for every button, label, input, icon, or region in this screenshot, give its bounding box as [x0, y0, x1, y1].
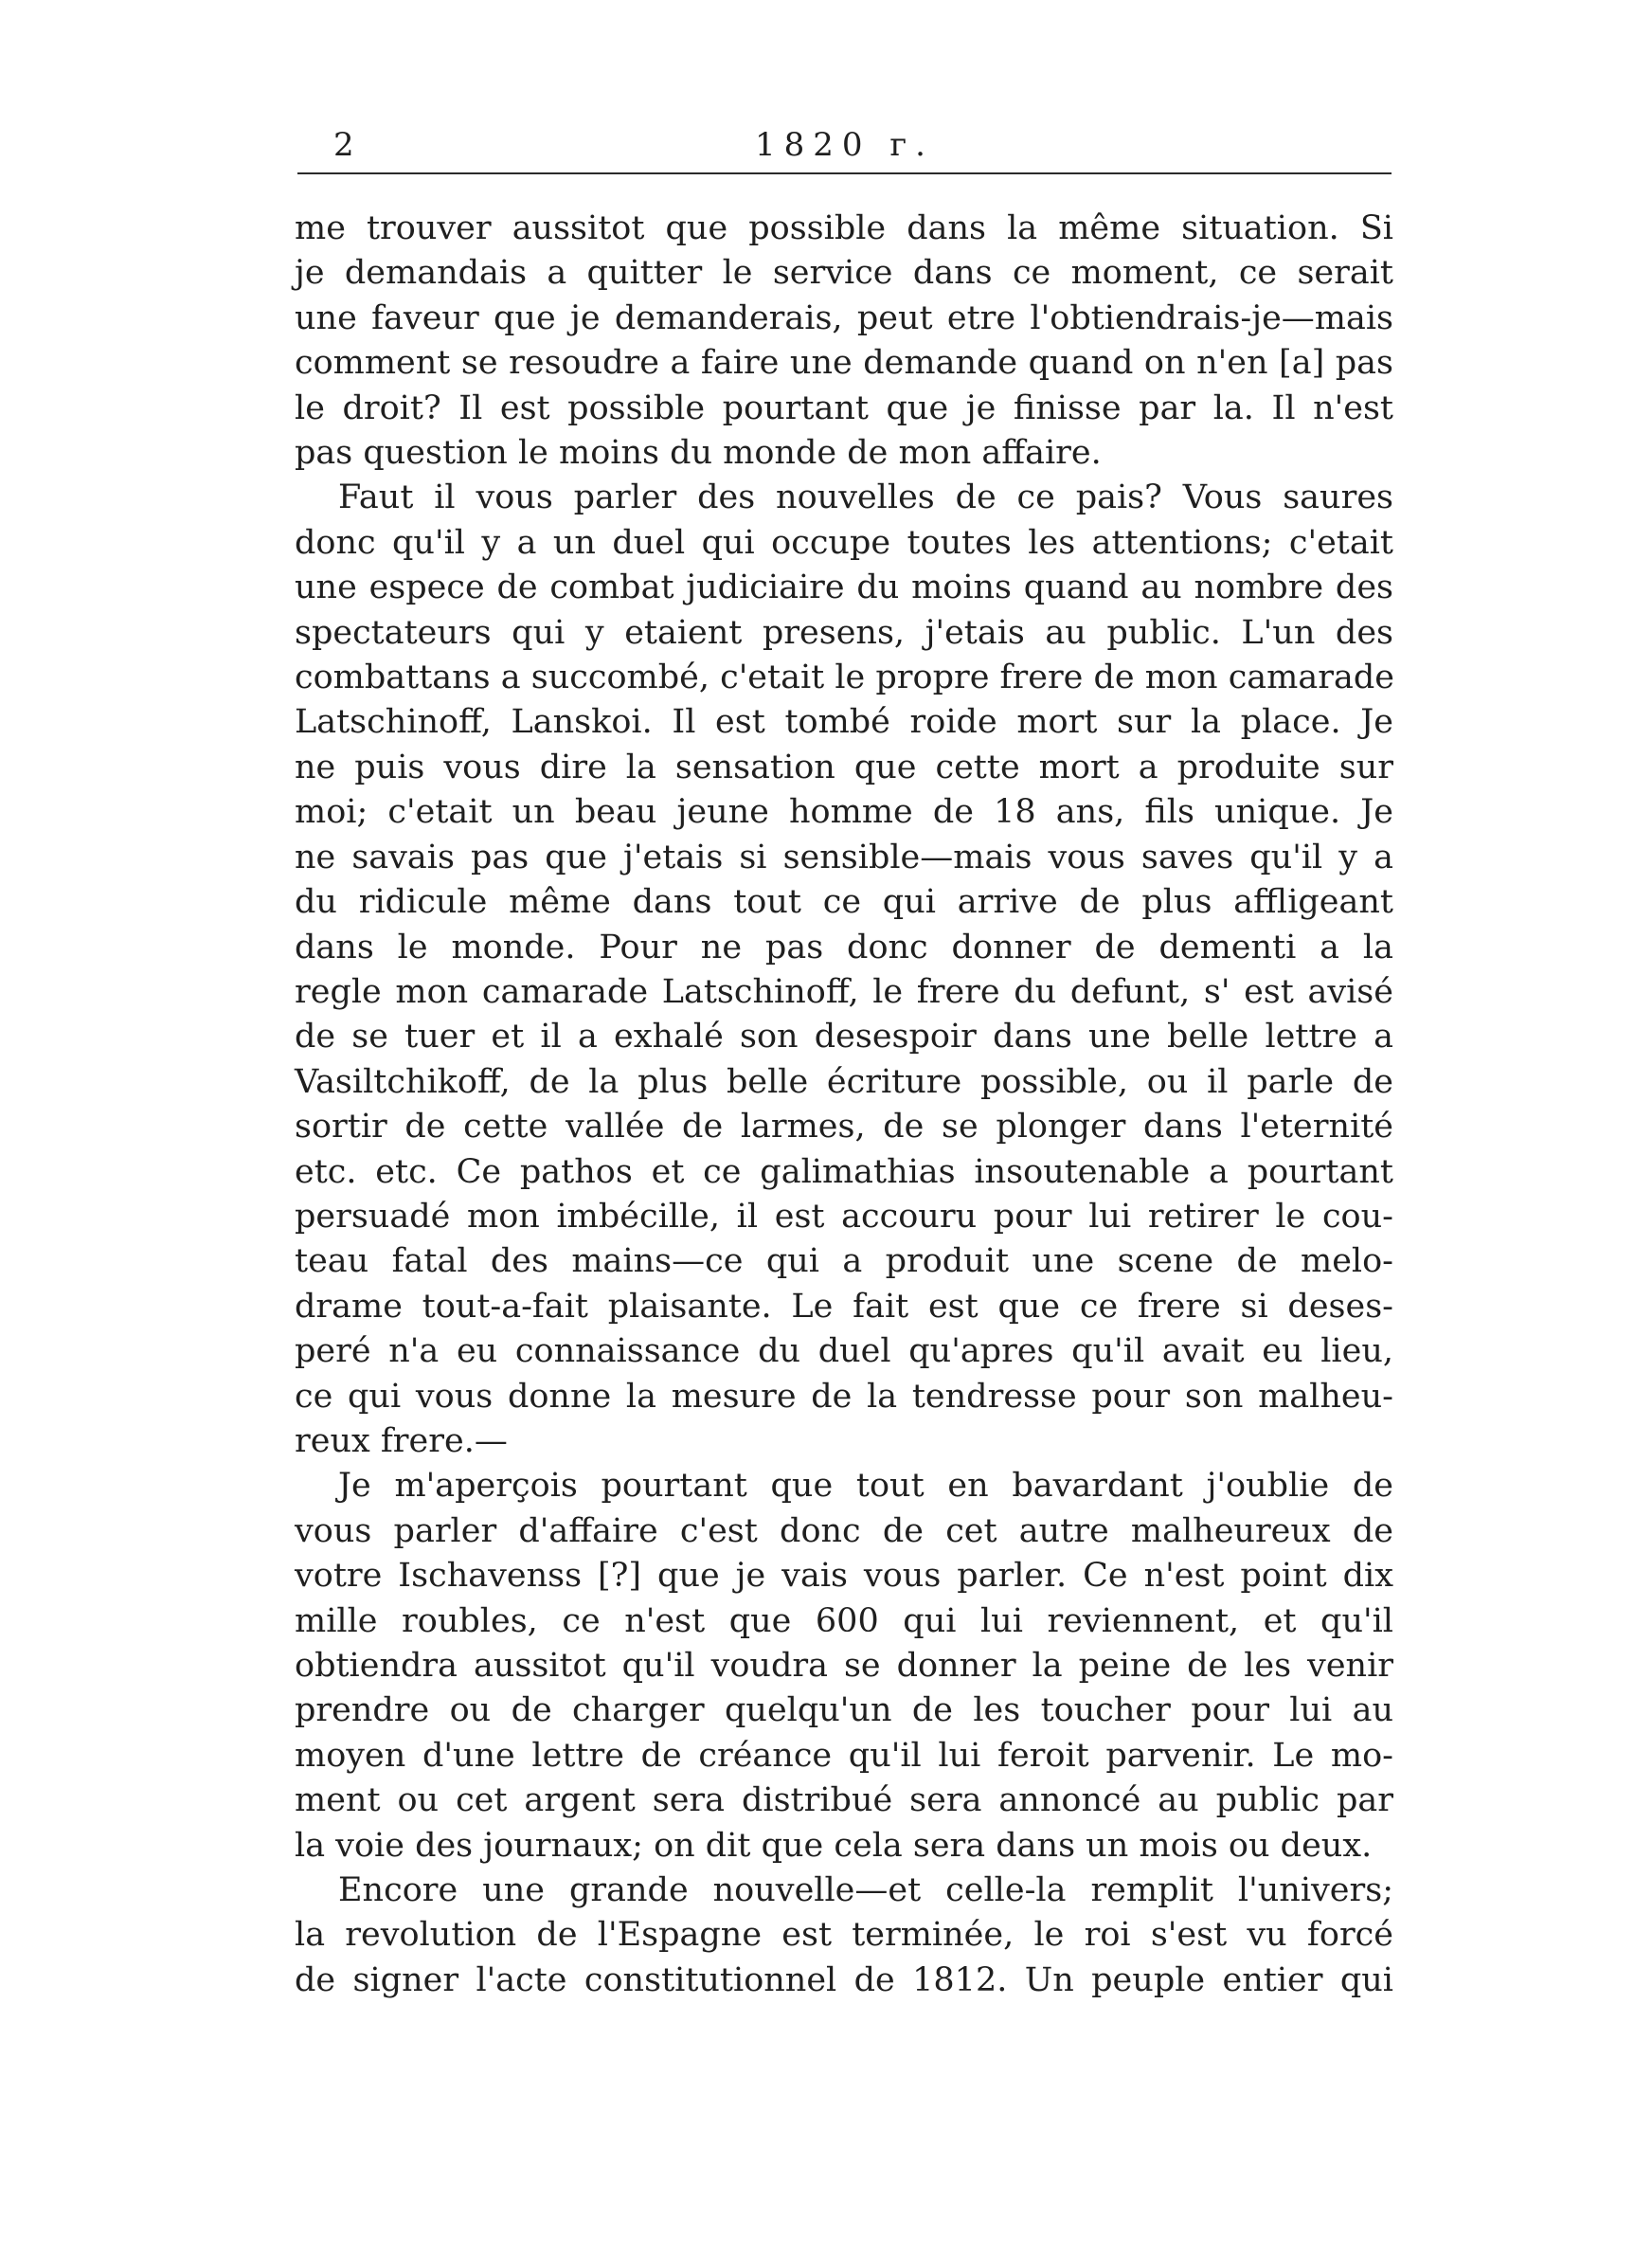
running-head — [297, 121, 1392, 172]
text-line: spectateurs qui y etaient presens, j'etais au public. L'un des — [295, 613, 1393, 652]
text-line: drame tout-a-fait plaisante. Le fait est que ce frere si deses- — [295, 1287, 1393, 1326]
text-line: prendre ou de charger quelqu'un de les toucher pour lui au — [295, 1691, 1393, 1730]
text-line: combattans a succombé, c'etait le propre frere de mon camarade — [295, 659, 1394, 697]
text-line: de se tuer et il a exhalé son desespoir dans une belle lettre a — [295, 1018, 1393, 1056]
text-line: la revolution de l'Espagne est terminée, le roi s'est vu forcé — [295, 1916, 1393, 1955]
paragraph — [295, 1464, 1393, 1869]
text-line: Encore une grande nouvelle—et celle-la remplit l'univers; — [338, 1871, 1393, 1910]
text-line: comment se resoudre a faire une demande quand on n'en [a] pas — [295, 344, 1393, 383]
text-line: mille roubles, ce n'est que 600 qui lui reviennent, et qu'il — [295, 1601, 1393, 1640]
paragraph — [295, 1869, 1393, 2003]
text-line: une faveur que je demanderais, peut etre l'obtiendrais-je—mais — [295, 298, 1393, 337]
text-line: sortir de cette vallée de larmes, de se plonger dans l'eternité — [295, 1108, 1393, 1147]
paragraph — [295, 207, 1393, 476]
text-line: moyen d'une lettre de créance qu'il lui feroit parvenir. Le mo- — [295, 1736, 1393, 1775]
text-line: etc. etc. Ce pathos et ce galimathias insoutenable a pourtant — [295, 1152, 1393, 1191]
body-text — [295, 207, 1393, 2003]
text-line: la voie des journaux; on dit que cela sera dans un mois ou deux. — [295, 1826, 1373, 1865]
running-title: 1820 г. — [755, 126, 934, 164]
text-line: teau fatal des mains—ce qui a produit une scene de melo- — [295, 1242, 1393, 1281]
text-line: Faut il vous parler des nouvelles de ce pais? Vous saures — [338, 478, 1393, 517]
text-line: ne savais pas que j'etais si sensible—mais vous saves qu'il y a — [295, 838, 1393, 876]
text-line: pas question le moins du monde de mon affaire. — [295, 434, 1102, 473]
text-line: dans le monde. Pour ne pas donc donner de dementi a la — [295, 928, 1393, 966]
text-line: peré n'a eu connaissance du duel qu'apres qu'il avait eu lieu, — [295, 1332, 1393, 1371]
text-line: Vasiltchikoff, de la plus belle écriture possible, ou il parle de — [295, 1062, 1393, 1101]
text-line: persuadé mon imbécille, il est accouru pour lui retirer le cou- — [295, 1197, 1393, 1236]
text-line: le droit? Il est possible pourtant que je finisse par la. Il n'est — [295, 388, 1393, 427]
text-line: ne puis vous dire la sensation que cette mort a produite sur — [295, 748, 1393, 786]
text-line: me trouver aussitot que possible dans la même situation. Si — [295, 209, 1393, 247]
text-line: ment ou cet argent sera distribué sera annoncé au public par — [295, 1781, 1393, 1820]
paragraph — [295, 476, 1393, 1464]
text-line: Latschinoff, Lanskoi. Il est tombé roide mort sur la place. Je — [295, 703, 1393, 742]
text-line: obtiendra aussitot qu'il voudra se donner la peine de les venir — [295, 1647, 1393, 1685]
text-line: vous parler d'affaire c'est donc de cet autre malheureux de — [295, 1511, 1393, 1550]
text-line: regle mon camarade Latschinoff, le frere du defunt, s' est avisé — [295, 972, 1393, 1011]
text-line: votre Ischavenss [?] que je vais vous parler. Ce n'est point dix — [295, 1557, 1393, 1596]
text-line: donc qu'il y a un duel qui occupe toutes les attentions; c'etait — [295, 523, 1393, 562]
text-line: reux frere.— — [295, 1421, 508, 1460]
text-line: du ridicule même dans tout ce qui arrive de plus affligeant — [295, 883, 1393, 922]
text-line: une espece de combat judiciaire du moins quand au nombre des — [295, 569, 1393, 607]
text-line: de signer l'acte constitutionnel de 1812. Un peuple entier qui — [295, 1960, 1393, 1999]
text-line: je demandais a quitter le service dans ce moment, ce serait — [295, 254, 1393, 293]
page-number: 2 — [333, 126, 354, 164]
header-rule — [297, 172, 1392, 174]
text-line: moi; c'etait un beau jeune homme de 18 ans, fils unique. Je — [295, 793, 1393, 832]
text-line: ce qui vous donne la mesure de la tendresse pour son malheu- — [295, 1377, 1393, 1416]
text-line: Je m'aperçois pourtant que tout en bavardant j'oublie de — [338, 1467, 1393, 1506]
